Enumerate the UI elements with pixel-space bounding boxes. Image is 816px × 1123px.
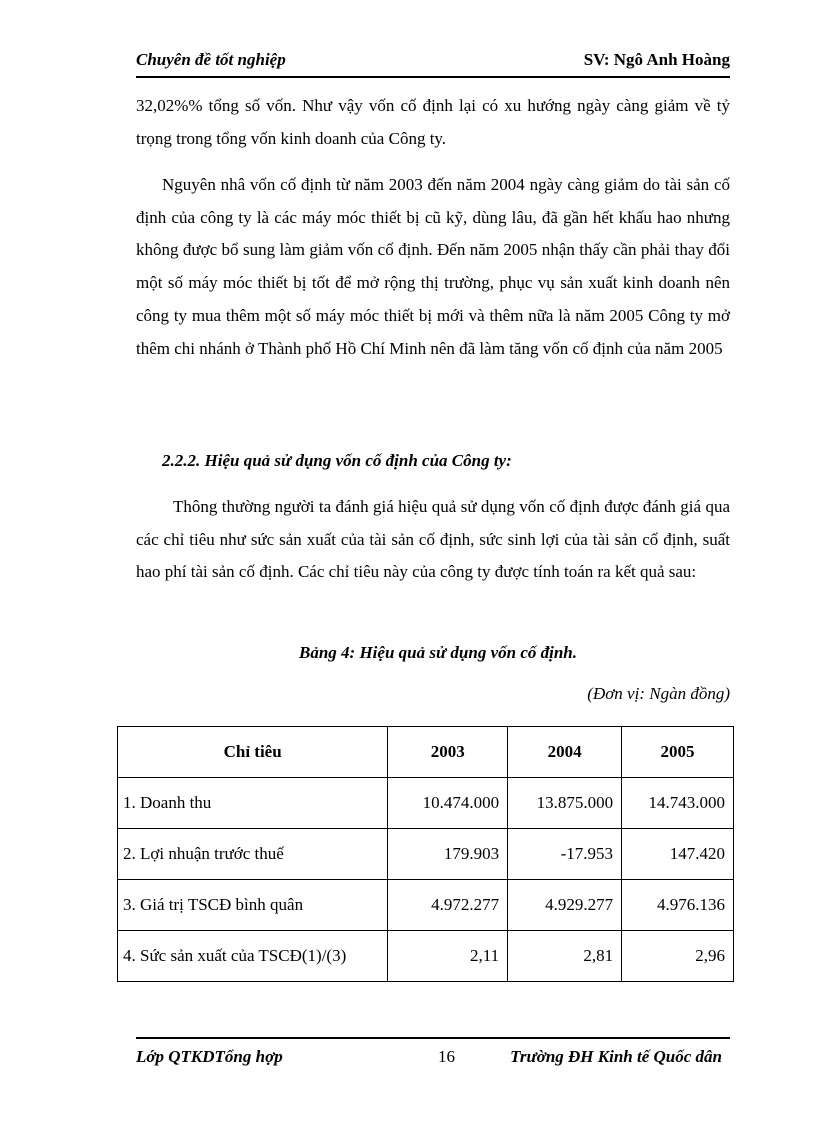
cell-2003: 179.903 bbox=[388, 829, 508, 880]
cell-2005: 2,96 bbox=[622, 931, 734, 982]
table-unit: (Đơn vị: Ngàn đồng) bbox=[587, 684, 730, 703]
paragraph-3: Thông thường người ta đánh giá hiệu quả sử dụng vốn cố định được đánh giá qua các chỉ tiêu như sức sản xuất của tài sản cố định, sức sinh lợi của tài sản cố định, suất hao phí tài sản cố định. Các chỉ tiêu này của công ty được tính toán ra kết quả sau: bbox=[136, 497, 730, 582]
paragraph-2: Nguyên nhâ vốn cố định từ năm 2003 đến năm 2004 ngày càng giảm do tài sản cố định của công ty là các máy móc thiết bị cũ kỹ, dùng lâu, đã gần hết khấu hao nhưng không được bổ sung làm giảm vốn cố định. Đến năm 2005 nhận thấy cần phải thay đổi một số máy móc thiết bị tốt để mở rộng thị trường, phục vụ sản xuất kinh doanh nên công ty mua thêm một số máy móc thiết bị mới và thêm nữa là năm 2005 Công ty mở thêm chi nhánh ở Thành phố Hồ Chí Minh nên đã làm tăng vốn cố định của năm 2005 bbox=[136, 175, 730, 358]
page-number: 16 bbox=[438, 1047, 455, 1066]
table-caption: Bảng 4: Hiệu quả sử dụng vốn cố định. bbox=[299, 643, 577, 662]
footer-university: Trường ĐH Kinh tế Quốc dân bbox=[510, 1047, 722, 1066]
paragraph-1: 32,02%% tổng số vốn. Như vậy vốn cố định lại có xu hướng ngày càng giảm về tỷ trọng trong tổng vốn kinh doanh của Công ty. bbox=[136, 96, 730, 148]
row-label: 3. Giá trị TSCĐ bình quân bbox=[118, 880, 388, 931]
header-author: SV: Ngô Anh Hoàng bbox=[583, 50, 730, 69]
row-label: 4. Sức sản xuất của TSCĐ(1)/(3) bbox=[118, 931, 388, 982]
page-footer bbox=[136, 1037, 730, 1069]
section-heading: 2.2.2. Hiệu quả sử dụng vốn cố định của Công ty: bbox=[162, 451, 512, 470]
cell-2004: 13.875.000 bbox=[508, 778, 622, 829]
cell-2003: 10.474.000 bbox=[388, 778, 508, 829]
table-row bbox=[118, 880, 734, 931]
row-label: 1. Doanh thu bbox=[118, 778, 388, 829]
row-label: 2. Lợi nhuận trước thuế bbox=[118, 829, 388, 880]
table-row bbox=[118, 931, 734, 982]
efficiency-table bbox=[117, 726, 734, 982]
header-title: Chuyên đề tốt nghiệp bbox=[136, 50, 286, 69]
header-2003: 2003 bbox=[388, 727, 508, 778]
cell-2003: 2,11 bbox=[388, 931, 508, 982]
footer-class: Lớp QTKDTổng hợp bbox=[136, 1047, 283, 1066]
page-header bbox=[136, 48, 730, 78]
header-2005: 2005 bbox=[622, 727, 734, 778]
cell-2005: 4.976.136 bbox=[622, 880, 734, 931]
table-row bbox=[118, 778, 734, 829]
header-indicator: Chỉ tiêu bbox=[118, 727, 388, 778]
cell-2004: -17.953 bbox=[508, 829, 622, 880]
cell-2003: 4.972.277 bbox=[388, 880, 508, 931]
table-row bbox=[118, 829, 734, 880]
cell-2005: 147.420 bbox=[622, 829, 734, 880]
cell-2005: 14.743.000 bbox=[622, 778, 734, 829]
table-header-row bbox=[118, 727, 734, 778]
cell-2004: 2,81 bbox=[508, 931, 622, 982]
cell-2004: 4.929.277 bbox=[508, 880, 622, 931]
header-2004: 2004 bbox=[508, 727, 622, 778]
